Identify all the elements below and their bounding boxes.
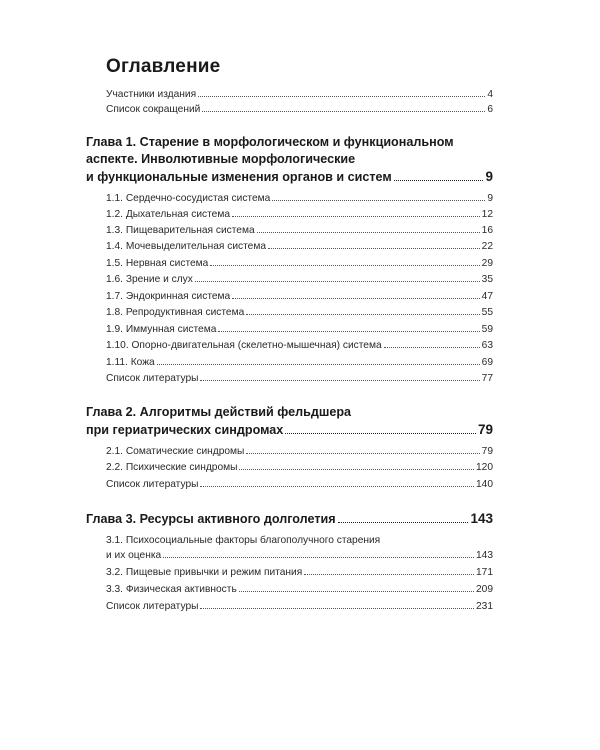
toc-entry[interactable]: 2.1. Соматические синдромы 79 [106,446,493,457]
toc-entry[interactable]: 1.8. Репродуктивная система 55 [106,307,493,318]
chapter-3-entry[interactable]: Глава 3. Ресурсы активного долголетия 143 [86,511,493,526]
toc-entry[interactable]: 3.2. Пищевые привычки и режим питания 171 [106,567,493,578]
toc-entry[interactable]: Список сокращений 6 [106,104,493,115]
toc-entry[interactable]: 1.3. Пищеварительная система 16 [106,225,493,236]
toc-entry[interactable]: 1.5. Нервная система 29 [106,258,493,269]
toc-entry-line[interactable]: 3.1. Психосоциальные факторы благополучного старения [106,535,381,546]
toc-entry[interactable]: 1.11. Кожа 69 [106,357,493,368]
chapter-1-title-line-1[interactable]: Глава 1. Старение в морфологическом и функциональном [86,135,454,149]
toc-entry[interactable]: 1.6. Зрение и слух 35 [106,274,493,285]
toc-entry[interactable]: 2.2. Психические синдромы 120 [106,462,493,473]
toc-entry[interactable]: 1.9. Иммунная система 59 [106,324,493,335]
toc-entry[interactable]: Участники издания 4 [106,89,493,100]
toc-entry[interactable]: 1.2. Дыхательная система 12 [106,209,493,220]
toc-entry[interactable]: 1.7. Эндокринная система 47 [106,291,493,302]
toc-entry[interactable]: Список литературы 140 [106,479,493,490]
toc-entry[interactable]: 1.10. Опорно-двигательная (скелетно-мышечная) система 63 [106,340,493,351]
chapter-2-entry[interactable]: при гериатрических синдромах 79 [86,422,493,437]
toc-entry[interactable]: Список литературы 231 [106,601,493,612]
toc-entry[interactable]: 1.4. Мочевыделительная система 22 [106,241,493,252]
chapter-1-entry[interactable]: и функциональные изменения органов и систем 9 [86,169,493,184]
chapter-2-title-line-1[interactable]: Глава 2. Алгоритмы действий фельдшера [86,405,352,419]
toc-entry[interactable]: 3.3. Физическая активность 209 [106,584,493,595]
toc-title: Оглавление [106,56,221,77]
toc-entry[interactable]: 1.1. Сердечно-сосудистая система 9 [106,193,493,204]
toc-entry[interactable]: Список литературы 77 [106,373,493,384]
toc-entry[interactable]: и их оценка 143 [106,550,493,561]
chapter-1-title-line-2[interactable]: аспекте. Инволютивные морфологические [86,152,356,166]
